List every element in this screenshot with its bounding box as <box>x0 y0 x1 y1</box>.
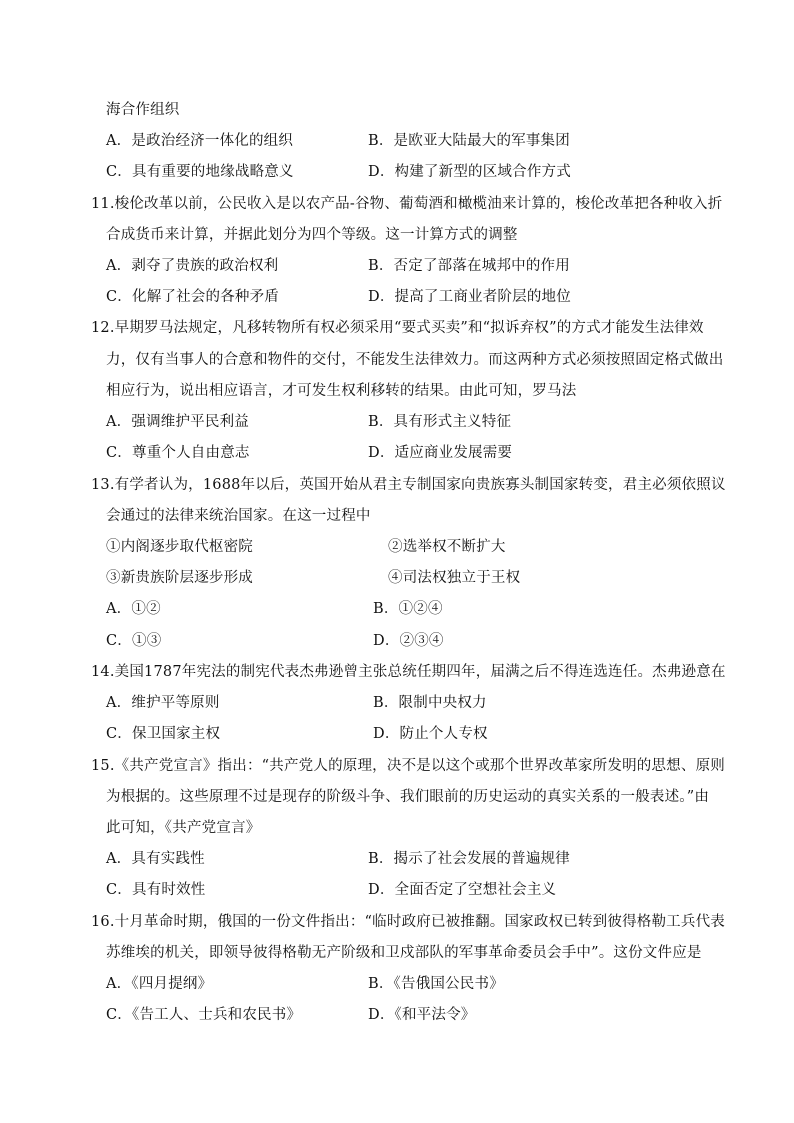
q13-option-b: B．①②④ <box>373 601 443 617</box>
q10-option-a: A．是政治经济一体化的组织 <box>106 133 294 149</box>
q16-option-d: D．《和平法令》 <box>368 1007 476 1023</box>
q16-stem-line2: 苏维埃的机关，即领导彼得格勒无产阶级和卫戍部队的军事革命委员会手中”。这份文件应是 <box>106 945 702 961</box>
q13-stem-line1: 13.有学者认为，1688年以后，英国开始从君主专制国家向贵族寡头制国家转变，君主必须依照议 <box>91 477 726 493</box>
q12-option-b: B．具有形式主义特征 <box>368 414 512 430</box>
q15-option-c: C．具有时效性 <box>106 882 206 898</box>
q15-option-b: B．揭示了社会发展的普遍规律 <box>368 851 570 867</box>
q13-item-4: ④司法权独立于王权 <box>388 570 521 586</box>
q13-item-3: ③新贵族阶层逐步形成 <box>106 570 253 586</box>
q12-stem-line1: 12.早期罗马法规定，凡移转物所有权必须采用“要式买卖”和“拟诉弃权”的方式才能发生法律效 <box>91 320 704 336</box>
q15-option-a: A．具有实践性 <box>106 851 205 867</box>
q13-item-2: ②选举权不断扩大 <box>388 539 506 555</box>
q10-tail: 海合作组织 <box>106 102 180 118</box>
q13-stem-line2: 会通过的法律来统治国家。在这一过程中 <box>106 508 371 524</box>
q15-option-d: D．全面否定了空想社会主义 <box>368 882 557 898</box>
q11-stem-line2: 合成货币来计算，并据此划分为四个等级。这一计算方式的调整 <box>106 227 518 243</box>
q13-option-a: A．①② <box>106 601 161 617</box>
q11-option-b: B．否定了部落在城邦中的作用 <box>368 258 570 274</box>
q10-option-d: D．构建了新型的区域合作方式 <box>368 164 571 180</box>
q10-option-b: B．是欧亚大陆最大的军事集团 <box>368 133 570 149</box>
q13-option-d: D．②③④ <box>373 633 444 649</box>
q11-option-d: D．提高了工商业者阶层的地位 <box>368 289 571 305</box>
q14-stem-line1: 14.美国1787年宪法的制宪代表杰弗逊曾主张总统任期四年，届满之后不得连选连任。杰弗逊意在 <box>91 664 726 680</box>
q14-option-d: D．防止个人专权 <box>373 726 488 742</box>
q13-option-c: C．①③ <box>106 633 162 649</box>
q12-option-d: D．适应商业发展需要 <box>368 445 513 461</box>
q13-item-1: ①内阁逐步取代枢密院 <box>106 539 253 555</box>
q12-option-c: C．尊重个人自由意志 <box>106 445 250 461</box>
q15-stem-line1: 15.《共产党宣言》指出：“共产党人的原理，决不是以这个或那个世界改革家所发明的思想、原则 <box>91 758 725 774</box>
q14-option-a: A．维护平等原则 <box>106 695 220 711</box>
q15-stem-line2: 为根据的。这些原理不过是现存的阶级斗争、我们眼前的历史运动的真实关系的一般表述。”由 <box>106 789 710 805</box>
q14-option-c: C．保卫国家主权 <box>106 726 221 742</box>
q14-option-b: B．限制中央权力 <box>373 695 487 711</box>
q12-stem-line3: 相应行为，说出相应语言，才可发生权利移转的结果。由此可知，罗马法 <box>106 383 577 399</box>
q16-stem-line1: 16.十月革命时期，俄国的一份文件指出：“临时政府已被推翻。国家政权已转到彼得格勒工兵代表 <box>91 914 725 930</box>
q11-option-c: C．化解了社会的各种矛盾 <box>106 289 279 305</box>
q11-stem-line1: 11.梭伦改革以前，公民收入是以农产品-谷物、葡萄酒和橄榄油来计算的，梭伦改革把各种收入折 <box>91 196 723 212</box>
q16-option-a: A．《四月提纲》 <box>106 976 213 992</box>
q16-option-b: B．《告俄国公民书》 <box>368 976 504 992</box>
q16-option-c: C．《告工人、士兵和农民书》 <box>106 1007 302 1023</box>
q12-option-a: A．强调维护平民利益 <box>106 414 249 430</box>
q15-stem-line3: 此可知，《共产党宣言》 <box>106 820 261 836</box>
q11-option-a: A．剥夺了贵族的政治权利 <box>106 258 279 274</box>
q10-option-c: C．具有重要的地缘战略意义 <box>106 164 294 180</box>
q12-stem-line2: 力，仅有当事人的合意和物件的交付，不能发生法律效力。而这两种方式必须按照固定格式做出 <box>106 352 724 368</box>
